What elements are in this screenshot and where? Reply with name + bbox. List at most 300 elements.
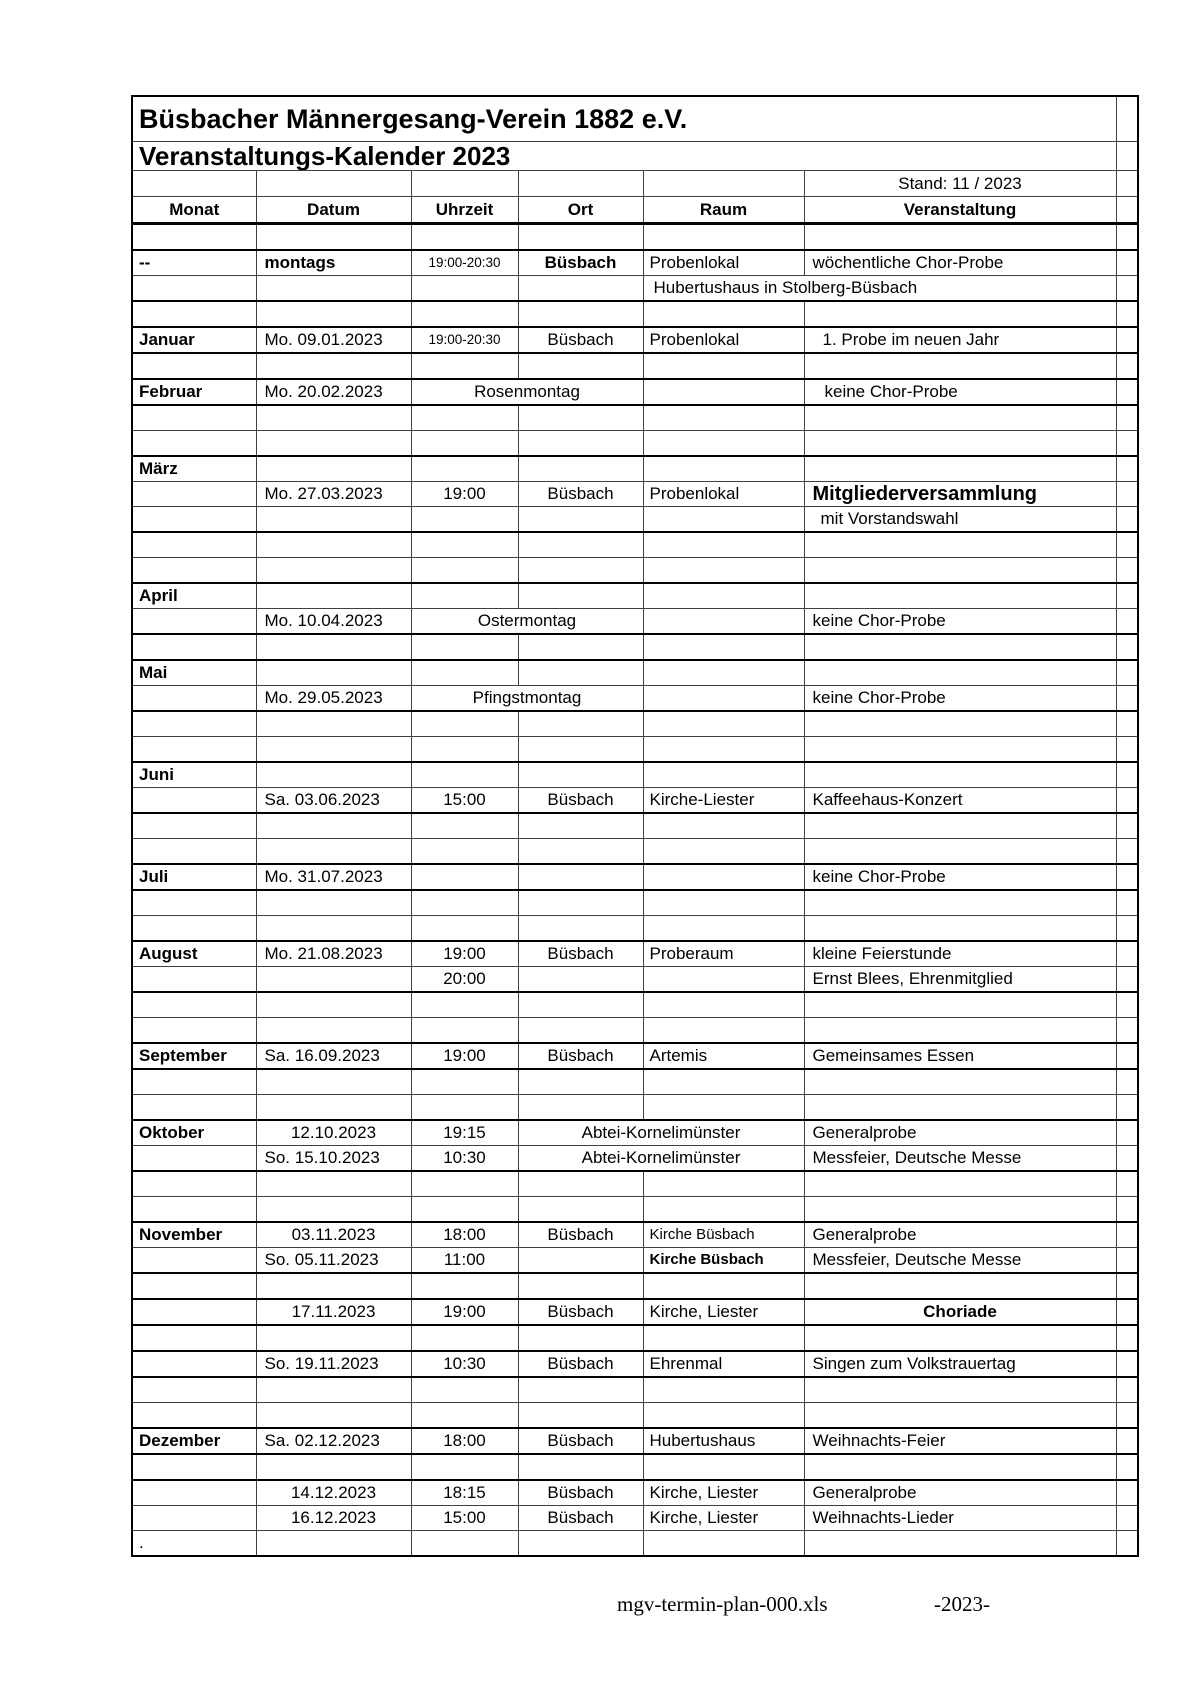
cell-raum: [643, 1273, 804, 1299]
cell-datum: [256, 660, 411, 686]
cell-datum: [256, 839, 411, 865]
cell-uhrzeit: [411, 224, 518, 251]
cell-ort: [518, 507, 643, 533]
table-row: [132, 711, 1138, 737]
cell-ort: [518, 992, 643, 1018]
cell-extra: [1116, 916, 1138, 942]
cell-raum: [643, 1531, 804, 1557]
table-row: [132, 276, 1138, 302]
cell-monat: [132, 1248, 256, 1274]
cell-veranstaltung: [804, 992, 1116, 1018]
cell-datum: 17.11.2023: [256, 1299, 411, 1325]
cell-extra: [1116, 737, 1138, 763]
cell-monat: Oktober: [132, 1120, 256, 1146]
cell-datum: Mo. 31.07.2023: [256, 864, 411, 890]
cell-monat: März: [132, 456, 256, 482]
cell-datum: [256, 1171, 411, 1197]
cell-extra: [1116, 1043, 1138, 1069]
spreadsheet: [131, 95, 1139, 1557]
cell-veranstaltung: Gemeinsames Essen: [804, 1043, 1116, 1069]
cell-raum: Kirche Büsbach: [643, 1248, 804, 1274]
cell-datum: [256, 405, 411, 431]
cell-veranstaltung: Generalprobe: [804, 1480, 1116, 1506]
cell-raum: [643, 532, 804, 558]
cell-datum: So. 15.10.2023: [256, 1146, 411, 1172]
cell-monat: [132, 967, 256, 993]
cell-extra: [1116, 142, 1138, 171]
cell-ort: [518, 660, 643, 686]
cell-datum: [256, 276, 411, 302]
table-row: [132, 301, 1138, 327]
cell-uhrzeit: [411, 1171, 518, 1197]
cell-raum: [643, 558, 804, 584]
cell-uhrzeit: 19:00-20:30: [411, 327, 518, 353]
cell-ort: Abtei-Kornelimünster: [518, 1120, 804, 1146]
cell-veranstaltung: mit Vorstandswahl: [804, 507, 1116, 533]
cell-uhrzeit: [411, 583, 518, 609]
column-header-monat: Monat: [132, 197, 256, 224]
cell-extra: [1116, 197, 1138, 224]
cell-veranstaltung: Kaffeehaus-Konzert: [804, 788, 1116, 814]
cell-ort: [518, 1403, 643, 1429]
cell-datum: [256, 1403, 411, 1429]
cell-extra: [1116, 1377, 1138, 1403]
cell-monat: [132, 276, 256, 302]
table-row: [132, 96, 1138, 142]
cell-extra: [1116, 1480, 1138, 1506]
table-row: [132, 1095, 1138, 1121]
cell-raum: [643, 864, 804, 890]
table-row: [132, 558, 1138, 584]
cell-uhrzeit: [411, 1531, 518, 1557]
cell-extra: [1116, 1403, 1138, 1429]
cell-monat: [132, 1018, 256, 1044]
cell-extra: [1116, 686, 1138, 712]
cell-uhrzeit: 11:00: [411, 1248, 518, 1274]
cell-uhrzeit: 19:00: [411, 1299, 518, 1325]
document-title: Büsbacher Männergesang-Verein 1882 e.V.: [132, 96, 1116, 142]
table-row: [132, 864, 1138, 890]
table-row: [132, 634, 1138, 660]
cell-uhrzeit: Rosenmontag: [411, 379, 643, 405]
cell-extra: [1116, 96, 1138, 142]
cell-uhrzeit: [411, 507, 518, 533]
table-row: [132, 686, 1138, 712]
calendar-header-section: [132, 96, 1138, 224]
cell-datum: So. 19.11.2023: [256, 1351, 411, 1377]
cell-datum: [256, 532, 411, 558]
cell-datum: 14.12.2023: [256, 1480, 411, 1506]
table-row: [132, 609, 1138, 635]
cell-extra: [1116, 788, 1138, 814]
cell-veranstaltung: [804, 1018, 1116, 1044]
table-row: [132, 916, 1138, 942]
cell-raum: [643, 583, 804, 609]
cell-extra: [1116, 456, 1138, 482]
cell-raum: [643, 967, 804, 993]
cell-uhrzeit: [411, 1454, 518, 1480]
cell-raum: [643, 634, 804, 660]
table-row: [132, 224, 1138, 251]
table-row: [132, 142, 1138, 171]
cell-ort: [518, 1325, 643, 1351]
cell-monat: [132, 711, 256, 737]
table-header-row: [132, 197, 1138, 224]
cell-uhrzeit: 15:00: [411, 788, 518, 814]
cell-veranstaltung: 1. Probe im neuen Jahr: [804, 327, 1116, 353]
cell-monat: [132, 1377, 256, 1403]
column-header-veranstaltung: Veranstaltung: [804, 197, 1116, 224]
cell-raum: [643, 1171, 804, 1197]
cell-monat: [132, 558, 256, 584]
cell-monat: April: [132, 583, 256, 609]
cell-extra: [1116, 1222, 1138, 1248]
table-row: [132, 171, 1138, 197]
cell-raum: [643, 1018, 804, 1044]
cell-uhrzeit: [411, 532, 518, 558]
cell-ort: Büsbach: [518, 250, 643, 276]
cell-extra: [1116, 864, 1138, 890]
cell-uhrzeit: [411, 1197, 518, 1223]
cell-extra: [1116, 1018, 1138, 1044]
cell-datum: So. 05.11.2023: [256, 1248, 411, 1274]
cell-extra: [1116, 967, 1138, 993]
cell-extra: [1116, 762, 1138, 788]
cell-extra: [1116, 1120, 1138, 1146]
cell-ort: [518, 405, 643, 431]
cell-datum: 16.12.2023: [256, 1506, 411, 1531]
cell-raum: Kirche, Liester: [643, 1480, 804, 1506]
cell-veranstaltung: Messfeier, Deutsche Messe: [804, 1146, 1116, 1172]
cell-extra: [1116, 250, 1138, 276]
cell-veranstaltung: [804, 301, 1116, 327]
cell-veranstaltung: [804, 456, 1116, 482]
table-row: [132, 1454, 1138, 1480]
cell-extra: [1116, 583, 1138, 609]
cell-extra: [1116, 532, 1138, 558]
cell-veranstaltung: [804, 1273, 1116, 1299]
cell-uhrzeit: [411, 353, 518, 379]
cell-extra: [1116, 558, 1138, 584]
table-row: [132, 431, 1138, 457]
cell-veranstaltung: Generalprobe: [804, 1222, 1116, 1248]
cell-raum: [643, 762, 804, 788]
cell-uhrzeit: 20:00: [411, 967, 518, 993]
cell-ort: Büsbach: [518, 1043, 643, 1069]
cell-datum: [256, 967, 411, 993]
cell-raum: [643, 737, 804, 763]
cell-uhrzeit: [411, 634, 518, 660]
cell-raum: Artemis: [643, 1043, 804, 1069]
cell-ort: [518, 890, 643, 916]
cell-datum: [256, 1377, 411, 1403]
table-row: [132, 1325, 1138, 1351]
cell-extra: [1116, 482, 1138, 507]
cell-uhrzeit: 15:00: [411, 1506, 518, 1531]
cell-extra: [1116, 609, 1138, 635]
cell-veranstaltung: [804, 558, 1116, 584]
cell-uhrzeit: [411, 660, 518, 686]
cell-veranstaltung: [804, 890, 1116, 916]
cell-uhrzeit: [411, 737, 518, 763]
cell-extra: [1116, 405, 1138, 431]
cell-monat: [132, 1325, 256, 1351]
cell-monat: [132, 1197, 256, 1223]
cell-ort: Büsbach: [518, 1428, 643, 1454]
cell-monat: September: [132, 1043, 256, 1069]
footer-year: -2023-: [934, 1592, 990, 1616]
cell-extra: [1116, 1095, 1138, 1121]
table-row: [132, 583, 1138, 609]
cell-monat: --: [132, 250, 256, 276]
table-row: [132, 1018, 1138, 1044]
column-header-datum: Datum: [256, 197, 411, 224]
cell-monat: [132, 1351, 256, 1377]
cell-ort: [518, 171, 643, 197]
column-header-uhrzeit: Uhrzeit: [411, 197, 518, 224]
cell-raum: [643, 839, 804, 865]
cell-extra: [1116, 1325, 1138, 1351]
table-row: [132, 813, 1138, 839]
table-row: [132, 1069, 1138, 1095]
cell-monat: [132, 737, 256, 763]
cell-uhrzeit: [411, 916, 518, 942]
cell-datum: [256, 353, 411, 379]
table-row: [132, 890, 1138, 916]
cell-raum: [643, 711, 804, 737]
cell-raum: [643, 1069, 804, 1095]
table-row: [132, 737, 1138, 763]
cell-veranstaltung: [804, 737, 1116, 763]
table-row: [132, 1506, 1138, 1531]
cell-uhrzeit: [411, 405, 518, 431]
table-row: [132, 1403, 1138, 1429]
cell-ort: [518, 1171, 643, 1197]
cell-raum: [643, 992, 804, 1018]
cell-ort: [518, 1273, 643, 1299]
cell-raum: Probenlokal: [643, 482, 804, 507]
table-row: [132, 1299, 1138, 1325]
cell-datum: Mo. 27.03.2023: [256, 482, 411, 507]
cell-datum: [256, 301, 411, 327]
column-header-raum: Raum: [643, 197, 804, 224]
cell-extra: [1116, 1273, 1138, 1299]
table-row: [132, 992, 1138, 1018]
cell-uhrzeit: [411, 456, 518, 482]
cell-uhrzeit: [411, 1403, 518, 1429]
cell-raum: [643, 1095, 804, 1121]
cell-monat: [132, 609, 256, 635]
cell-uhrzeit: [411, 1325, 518, 1351]
cell-monat: Juli: [132, 864, 256, 890]
table-row: [132, 1377, 1138, 1403]
document-subtitle: Veranstaltungs-Kalender 2023: [132, 142, 1116, 171]
cell-veranstaltung: [804, 353, 1116, 379]
cell-veranstaltung: keine Chor-Probe: [804, 609, 1116, 635]
cell-ort: [518, 431, 643, 457]
cell-uhrzeit: 10:30: [411, 1351, 518, 1377]
cell-extra: [1116, 171, 1138, 197]
cell-uhrzeit: [411, 813, 518, 839]
table-row: [132, 941, 1138, 967]
cell-monat: [132, 224, 256, 251]
cell-raum: [643, 301, 804, 327]
cell-monat: [132, 1480, 256, 1506]
cell-raum: Hubertushaus in Stolberg-Büsbach: [643, 276, 1116, 302]
cell-veranstaltung: [804, 405, 1116, 431]
cell-ort: [518, 532, 643, 558]
cell-uhrzeit: [411, 1018, 518, 1044]
cell-datum: [256, 1454, 411, 1480]
footer-filename: mgv-termin-plan-000.xls: [617, 1592, 828, 1616]
cell-veranstaltung: [804, 1531, 1116, 1557]
cell-datum: [256, 507, 411, 533]
table-row: [132, 1351, 1138, 1377]
cell-extra: [1116, 1531, 1138, 1557]
table-row: [132, 1428, 1138, 1454]
cell-uhrzeit: [411, 762, 518, 788]
cell-monat: [132, 482, 256, 507]
cell-datum: Mo. 20.02.2023: [256, 379, 411, 405]
cell-monat: [132, 171, 256, 197]
cell-raum: Probenlokal: [643, 250, 804, 276]
cell-raum: [643, 456, 804, 482]
cell-veranstaltung: Weihnachts-Lieder: [804, 1506, 1116, 1531]
cell-extra: [1116, 1069, 1138, 1095]
cell-extra: [1116, 1351, 1138, 1377]
cell-ort: [518, 813, 643, 839]
cell-datum: [256, 916, 411, 942]
cell-monat: [132, 890, 256, 916]
cell-raum: [643, 1403, 804, 1429]
cell-ort: Büsbach: [518, 941, 643, 967]
cell-ort: [518, 1197, 643, 1223]
cell-ort: [518, 1018, 643, 1044]
cell-datum: [256, 224, 411, 251]
cell-ort: [518, 224, 643, 251]
cell-veranstaltung: keine Chor-Probe: [804, 686, 1116, 712]
cell-veranstaltung: [804, 1095, 1116, 1121]
cell-ort: [518, 1454, 643, 1480]
cell-extra: [1116, 507, 1138, 533]
cell-veranstaltung: [804, 1171, 1116, 1197]
cell-uhrzeit: [411, 301, 518, 327]
cell-raum: Kirche Büsbach: [643, 1222, 804, 1248]
cell-veranstaltung: [804, 634, 1116, 660]
table-row: [132, 1043, 1138, 1069]
table-row: [132, 1171, 1138, 1197]
cell-monat: November: [132, 1222, 256, 1248]
cell-datum: 12.10.2023: [256, 1120, 411, 1146]
table-row: [132, 1248, 1138, 1274]
cell-ort: [518, 301, 643, 327]
table-row: [132, 1531, 1138, 1557]
cell-extra: [1116, 1428, 1138, 1454]
cell-datum: [256, 171, 411, 197]
cell-veranstaltung: [804, 1377, 1116, 1403]
cell-monat: .: [132, 1531, 256, 1557]
cell-ort: [518, 276, 643, 302]
cell-uhrzeit: 18:00: [411, 1428, 518, 1454]
cell-ort: [518, 711, 643, 737]
cell-ort: [518, 762, 643, 788]
table-row: [132, 405, 1138, 431]
cell-datum: [256, 634, 411, 660]
cell-raum: [643, 609, 804, 635]
table-row: [132, 967, 1138, 993]
cell-monat: [132, 1506, 256, 1531]
cell-uhrzeit: [411, 171, 518, 197]
cell-extra: [1116, 327, 1138, 353]
cell-datum: [256, 1018, 411, 1044]
cell-datum: [256, 583, 411, 609]
cell-monat: [132, 353, 256, 379]
cell-raum: [643, 431, 804, 457]
cell-veranstaltung: Choriade: [804, 1299, 1116, 1325]
cell-monat: [132, 788, 256, 814]
cell-extra: [1116, 1171, 1138, 1197]
cell-extra: [1116, 1299, 1138, 1325]
cell-uhrzeit: [411, 711, 518, 737]
cell-extra: [1116, 941, 1138, 967]
cell-veranstaltung: Singen zum Volkstrauertag: [804, 1351, 1116, 1377]
cell-monat: [132, 1069, 256, 1095]
cell-veranstaltung: Ernst Blees, Ehrenmitglied: [804, 967, 1116, 993]
cell-datum: [256, 992, 411, 1018]
cell-uhrzeit: 19:15: [411, 1120, 518, 1146]
table-row: [132, 1222, 1138, 1248]
table-row: [132, 788, 1138, 814]
stand-label: Stand: 11 / 2023: [804, 171, 1116, 197]
cell-ort: Büsbach: [518, 1506, 643, 1531]
cell-ort: [518, 634, 643, 660]
cell-veranstaltung: [804, 1069, 1116, 1095]
cell-raum: Kirche, Liester: [643, 1506, 804, 1531]
cell-uhrzeit: [411, 1069, 518, 1095]
cell-datum: [256, 890, 411, 916]
cell-extra: [1116, 276, 1138, 302]
cell-ort: [518, 864, 643, 890]
cell-ort: [518, 1069, 643, 1095]
cell-raum: [643, 1377, 804, 1403]
cell-datum: [256, 1325, 411, 1351]
cell-extra: [1116, 634, 1138, 660]
cell-monat: [132, 686, 256, 712]
cell-ort: Büsbach: [518, 1299, 643, 1325]
cell-veranstaltung: keine Chor-Probe: [804, 864, 1116, 890]
table-row: [132, 507, 1138, 533]
cell-raum: [643, 405, 804, 431]
cell-raum: Probenlokal: [643, 327, 804, 353]
cell-monat: Januar: [132, 327, 256, 353]
cell-datum: [256, 1069, 411, 1095]
cell-extra: [1116, 839, 1138, 865]
table-row: [132, 660, 1138, 686]
cell-raum: Proberaum: [643, 941, 804, 967]
cell-extra: [1116, 224, 1138, 251]
cell-monat: [132, 839, 256, 865]
cell-veranstaltung: [804, 813, 1116, 839]
cell-datum: montags: [256, 250, 411, 276]
cell-extra: [1116, 711, 1138, 737]
table-row: [132, 532, 1138, 558]
cell-uhrzeit: [411, 431, 518, 457]
cell-extra: [1116, 1248, 1138, 1274]
cell-monat: Juni: [132, 762, 256, 788]
cell-ort: [518, 1248, 643, 1274]
cell-veranstaltung: [804, 1403, 1116, 1429]
cell-monat: [132, 634, 256, 660]
